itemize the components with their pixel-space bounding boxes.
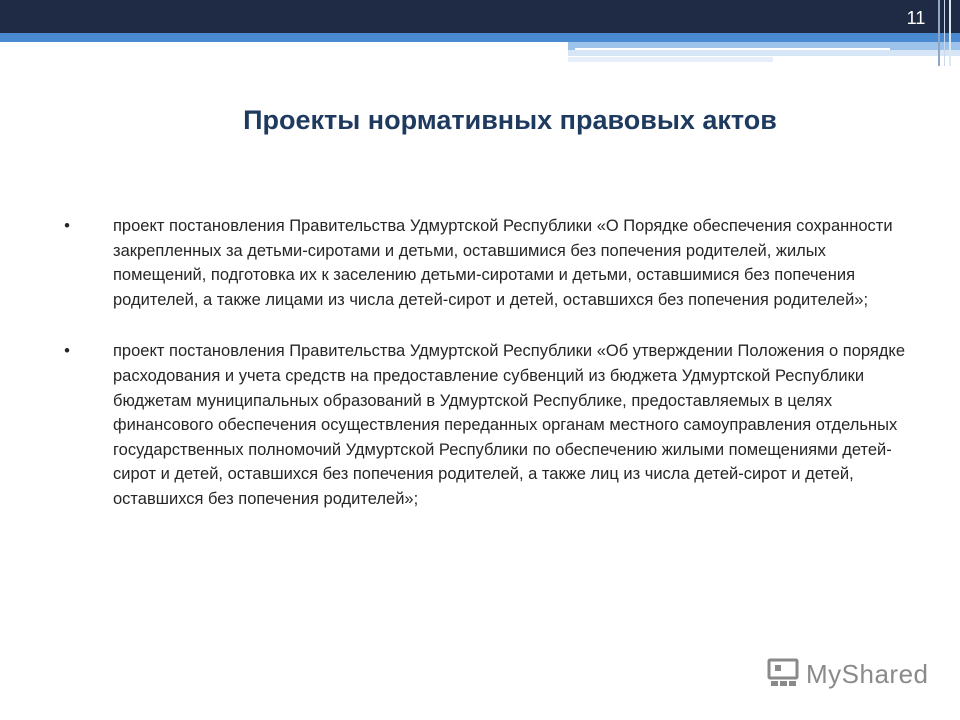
bullet-marker: • bbox=[64, 217, 70, 235]
header-blue-bar bbox=[0, 33, 960, 42]
decorative-vertical-line bbox=[938, 0, 940, 66]
header-dark-bar bbox=[0, 0, 960, 33]
classroom-icon bbox=[766, 657, 800, 691]
slide-number: 11 bbox=[906, 8, 926, 28]
decorative-vertical-line bbox=[949, 0, 951, 66]
bullet-item bbox=[60, 214, 920, 312]
watermark bbox=[766, 656, 929, 692]
header-accent-line bbox=[575, 48, 890, 50]
decorative-vertical-line bbox=[944, 0, 945, 66]
slide-title: Проекты нормативных правовых актов bbox=[243, 105, 777, 135]
header-accent-bar-tertiary bbox=[568, 57, 773, 62]
bullet-item bbox=[60, 339, 920, 511]
bullet-text: проект постановления Правительства Удмуртской Республики «О Порядке обеспечения сохранности закрепленных за детьми-сиротами и детьми, оставшимися без попечения родителей, жилых помещений, подготовка их к заселению детьми-сиротами и детьми, оставшимися без попечения родителей, а также лицами из числа детей-сирот и детей, оставшихся без попечения родителей»; bbox=[113, 217, 893, 309]
bullet-marker: • bbox=[64, 342, 70, 361]
watermark-text: MyShared bbox=[806, 658, 929, 689]
header-accent-bar-secondary bbox=[568, 50, 960, 56]
bullet-list bbox=[60, 214, 920, 539]
bullet-text: проект постановления Правительства Удмуртской Республики «Об утверждении Положения о порядке расходования и учета средств на предоставление субвенций из бюджета Удмуртской Республики бюджетам муниципальных образований в Удмуртской Республике, предоставляемых в целях финансового обеспечения осуществления переданных органам местного самоуправления отдельных государственных полномочий Удмуртской Республики по обеспечению жилыми помещениями детей-сирот и детей, оставшихся без попечения родителей, а также лиц из числа детей-сирот и детей, оставшихся без попечения родителей»; bbox=[113, 342, 905, 508]
